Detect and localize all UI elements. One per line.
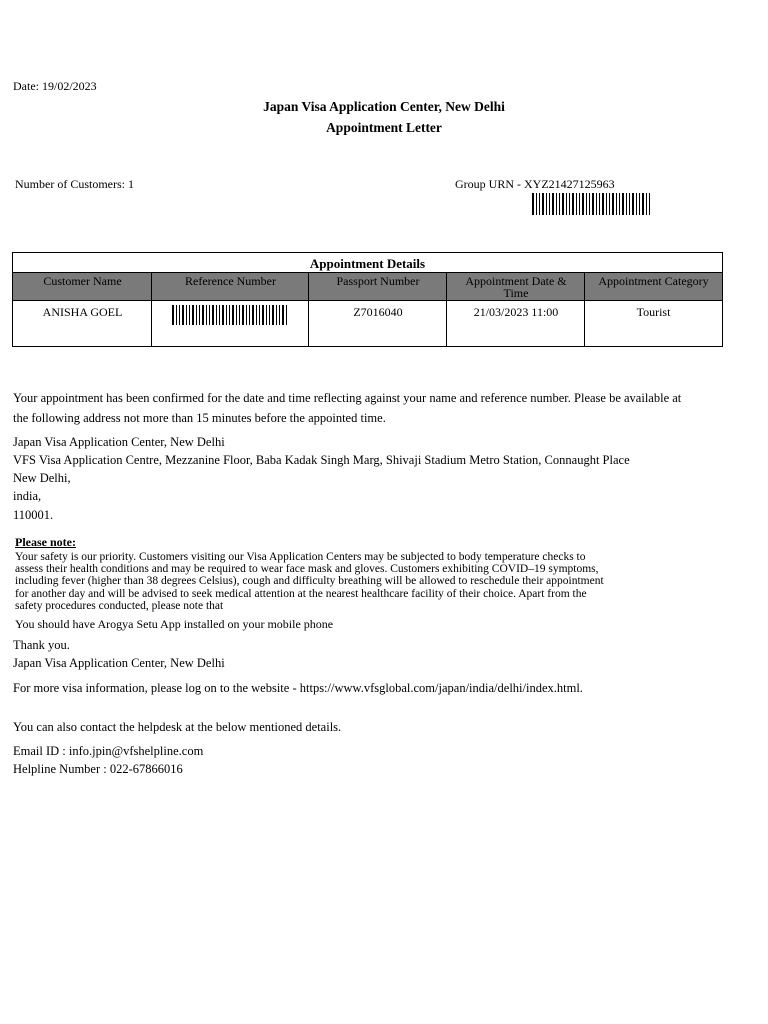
customer-count: Number of Customers: 1 — [15, 177, 134, 191]
website-info: For more visa information, please log on to the website - https://www.vfsglobal.com/japan/india/delhi/index.html. — [13, 681, 583, 695]
letter-date: Date: 19/02/2023 — [13, 79, 97, 93]
note-title: Please note: — [15, 535, 76, 549]
column-divider — [584, 272, 585, 347]
group-urn: Group URN - XYZ21427125963 — [455, 177, 615, 191]
note-body: Your safety is our priority. Customers visiting our Visa Application Centers may be subjected to body temperature checks to assess their health conditions and may be required to wear face mask and gloves. Customers exhibiting COVID–19 symptoms, including fever (higher than 38 degrees Celsius), cough and difficulty breathing will be allowed to reschedule their appointment for another day and will be advised to seek medical attention at the nearest healthcare facility of their choice. Apart from the safety procedures conducted, please note that — [15, 551, 604, 612]
helpdesk-info: You can also contact the helpdesk at the below mentioned details. — [13, 720, 342, 734]
appointment-datetime-cell: 21/03/2023 11:00 — [473, 305, 559, 319]
address-line: New Delhi, — [13, 471, 71, 485]
appointment-details-table — [12, 252, 723, 347]
table-row — [13, 301, 722, 346]
category-cell: Tourist — [636, 305, 671, 319]
group-urn-barcode — [532, 193, 654, 220]
address-line: 110001. — [13, 508, 54, 522]
helpdesk-phone: Helpline Number : 022-67866016 — [13, 762, 183, 776]
letter-title: Appointment Letter — [326, 120, 442, 135]
table-header-row — [13, 272, 722, 301]
center-title: Japan Visa Application Center, New Delhi — [263, 99, 505, 114]
address-line: VFS Visa Application Centre, Mezzanine Floor, Baba Kadak Singh Marg, Shivaji Stadium Metro Station, Connaught Place — [13, 453, 630, 467]
column-header: Passport Number — [336, 274, 420, 288]
column-divider — [446, 272, 447, 347]
column-header: Appointment Category — [598, 274, 709, 288]
column-header: Customer Name — [43, 274, 122, 288]
thanks-text: Thank you. — [13, 638, 70, 652]
address-line: india, — [13, 489, 42, 503]
passport-number-cell: Z7016040 — [353, 305, 403, 319]
confirmation-text: the following address not more than 15 minutes before the appointed time. — [13, 411, 386, 425]
sign-off: Japan Visa Application Center, New Delhi — [13, 656, 225, 670]
address-line: Japan Visa Application Center, New Delhi — [13, 435, 225, 449]
arogya-notice: You should have Arogya Setu App installed on your mobile phone — [15, 617, 334, 631]
column-divider — [151, 272, 152, 347]
customer-name-cell: ANISHA GOEL — [42, 305, 123, 319]
helpdesk-email: Email ID : info.jpin@vfshelpline.com — [13, 744, 204, 758]
column-header: Reference Number — [185, 274, 276, 288]
column-header: Appointment Date & Time — [465, 274, 567, 300]
reference-barcode-cell — [152, 301, 309, 346]
confirmation-text: Your appointment has been confirmed for the date and time reflecting against your name and reference number. Please be available at — [13, 391, 682, 405]
table-title: Appointment Details — [309, 256, 426, 271]
column-divider — [308, 272, 309, 347]
